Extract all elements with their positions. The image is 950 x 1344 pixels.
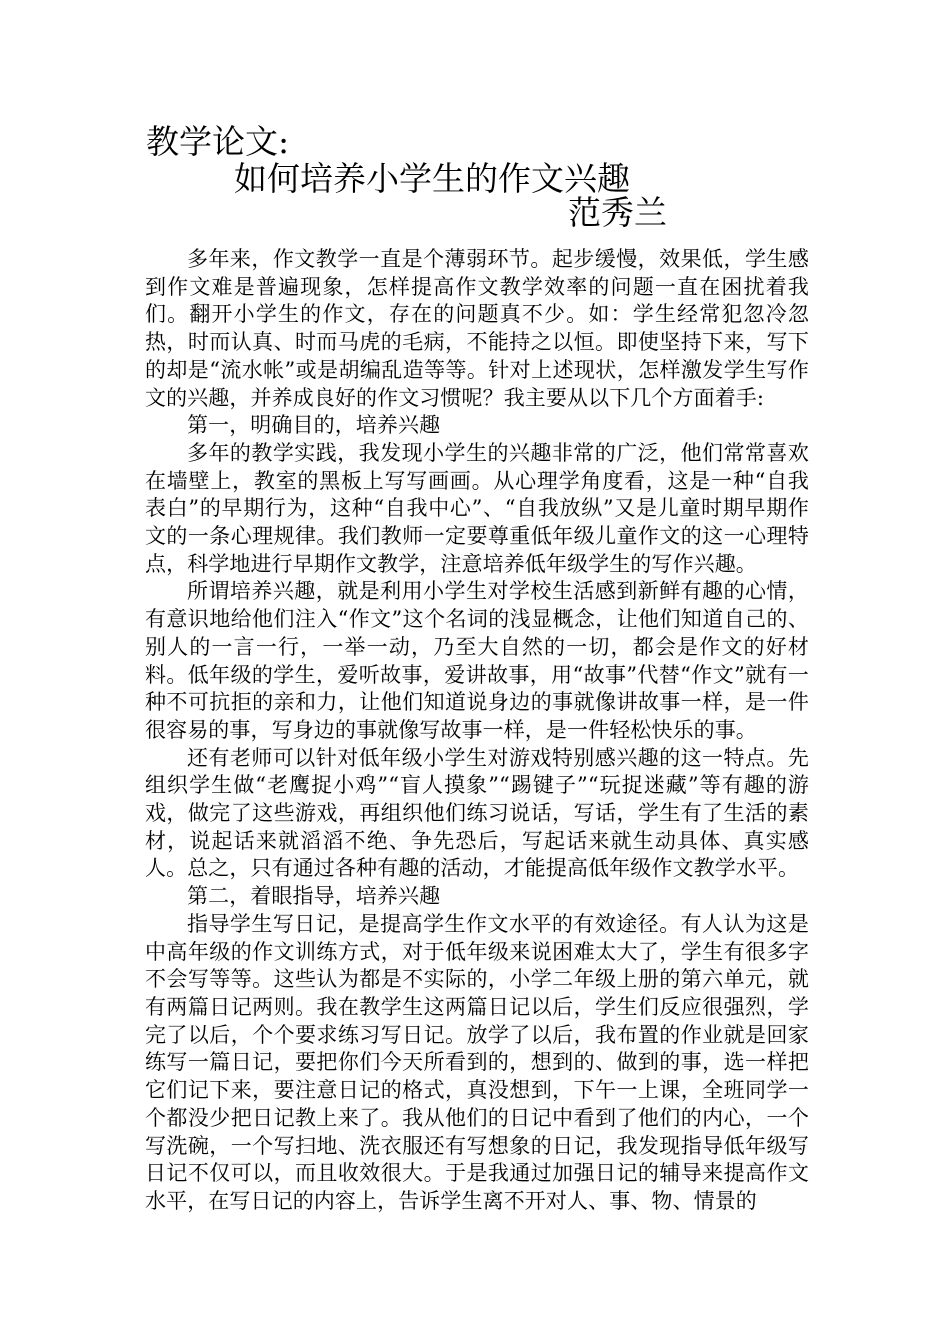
paragraph: 多年的教学实践，我发现小学生的兴趣非常的广泛，他们常常喜欢在墙壁上，教室的黑板上写写画画。从心理学角度看，这是一种“自我表白”的早期行为，这种“自我中心”、“自我放纵”又是儿童时期早期作文的一条心理规律。我们教师一定要尊重低年级儿童作文的这一心理特点，科学地进行早期作文教学，注意培养低年级学生的写作兴趣。 [145, 440, 809, 576]
document-title: 如何培养小学生的作文兴趣 [234, 159, 630, 198]
paragraph: 还有老师可以针对低年级小学生对游戏特别感兴趣的这一特点。先组织学生做“老鹰捉小鸡”“盲人摸象”“踢键子”“玩捉迷藏”等有趣的游戏，做完了这些游戏，再组织他们练习说话，写话，学生有了生活的素材，说起话来就滔滔不绝、争先恐后，写起话来就生动具体、真实感人。总之，只有通过各种有趣的活动，才能提高低年级作文教学水平。 [145, 745, 809, 881]
paragraph: 指导学生写日记，是提高学生作文水平的有效途径。有人认为这是中高年级的作文训练方式，对于低年级来说困难太大了，学生有很多字不会写等等。这些认为都是不实际的，小学二年级上册的第六单元，就有两篇日记两则。我在教学生这两篇日记以后，学生们反应很强烈，学完了以后，个个要求练习写日记。放学了以后，我布置的作业就是回家练写一篇日记，要把你们今天所看到的，想到的、做到的事，选一样把它们记下来，要注意日记的格式，真没想到，下午一上课，全班同学一个都没少把日记教上来了。我从他们的日记中看到了他们的内心，一个写洗碗，一个写扫地、洗衣服还有写想象的日记，我发现指导低年级写日记不仅可以，而且收效很大。于是我通过加强日记的辅导来提高作文水平，在写日记的内容上，告诉学生离不开对人、事、物、情景的 [145, 911, 809, 1213]
paragraph-intro: 多年来，作文教学一直是个薄弱环节。起步缓慢，效果低，学生感到作文难是普遍现象，怎样提高作文教学效率的问题一直在困扰着我们。翻开小学生的作文，存在的问题真不少。如：学生经常犯忽冷忽热，时而认真、时而马虎的毛病，不能持之以恒。即使坚持下来，写下的却是“流水帐”或是胡编乱造等等。针对上述现状，怎样激发学生写作文的兴趣，并养成良好的作文习惯呢？我主要从以下几个方面着手: [145, 247, 809, 410]
section-heading-2: 第二，着眼指导，培养兴趣 [187, 884, 441, 909]
paragraph: 所谓培养兴趣，就是利用小学生对学校生活感到新鲜有趣的心情，有意识地给他们注入“作文”这个名词的浅显概念，让他们知道自己的、别人的一言一行，一举一动，乃至大自然的一切，都会是作文的好材料。低年级的学生，爱听故事，爱讲故事，用“故事”代替“作文”就有一种不可抗拒的亲和力，让他们知道说身边的事就像讲故事一样，是一件很容易的事，写身边的事就像写故事一样，是一件轻松快乐的事。 [145, 579, 809, 742]
document-body [145, 246, 809, 1216]
document-author: 范秀兰 [568, 193, 667, 232]
section-heading-1: 第一，明确目的，培养兴趣 [187, 413, 441, 438]
document-label: 教学论文: [146, 122, 290, 161]
